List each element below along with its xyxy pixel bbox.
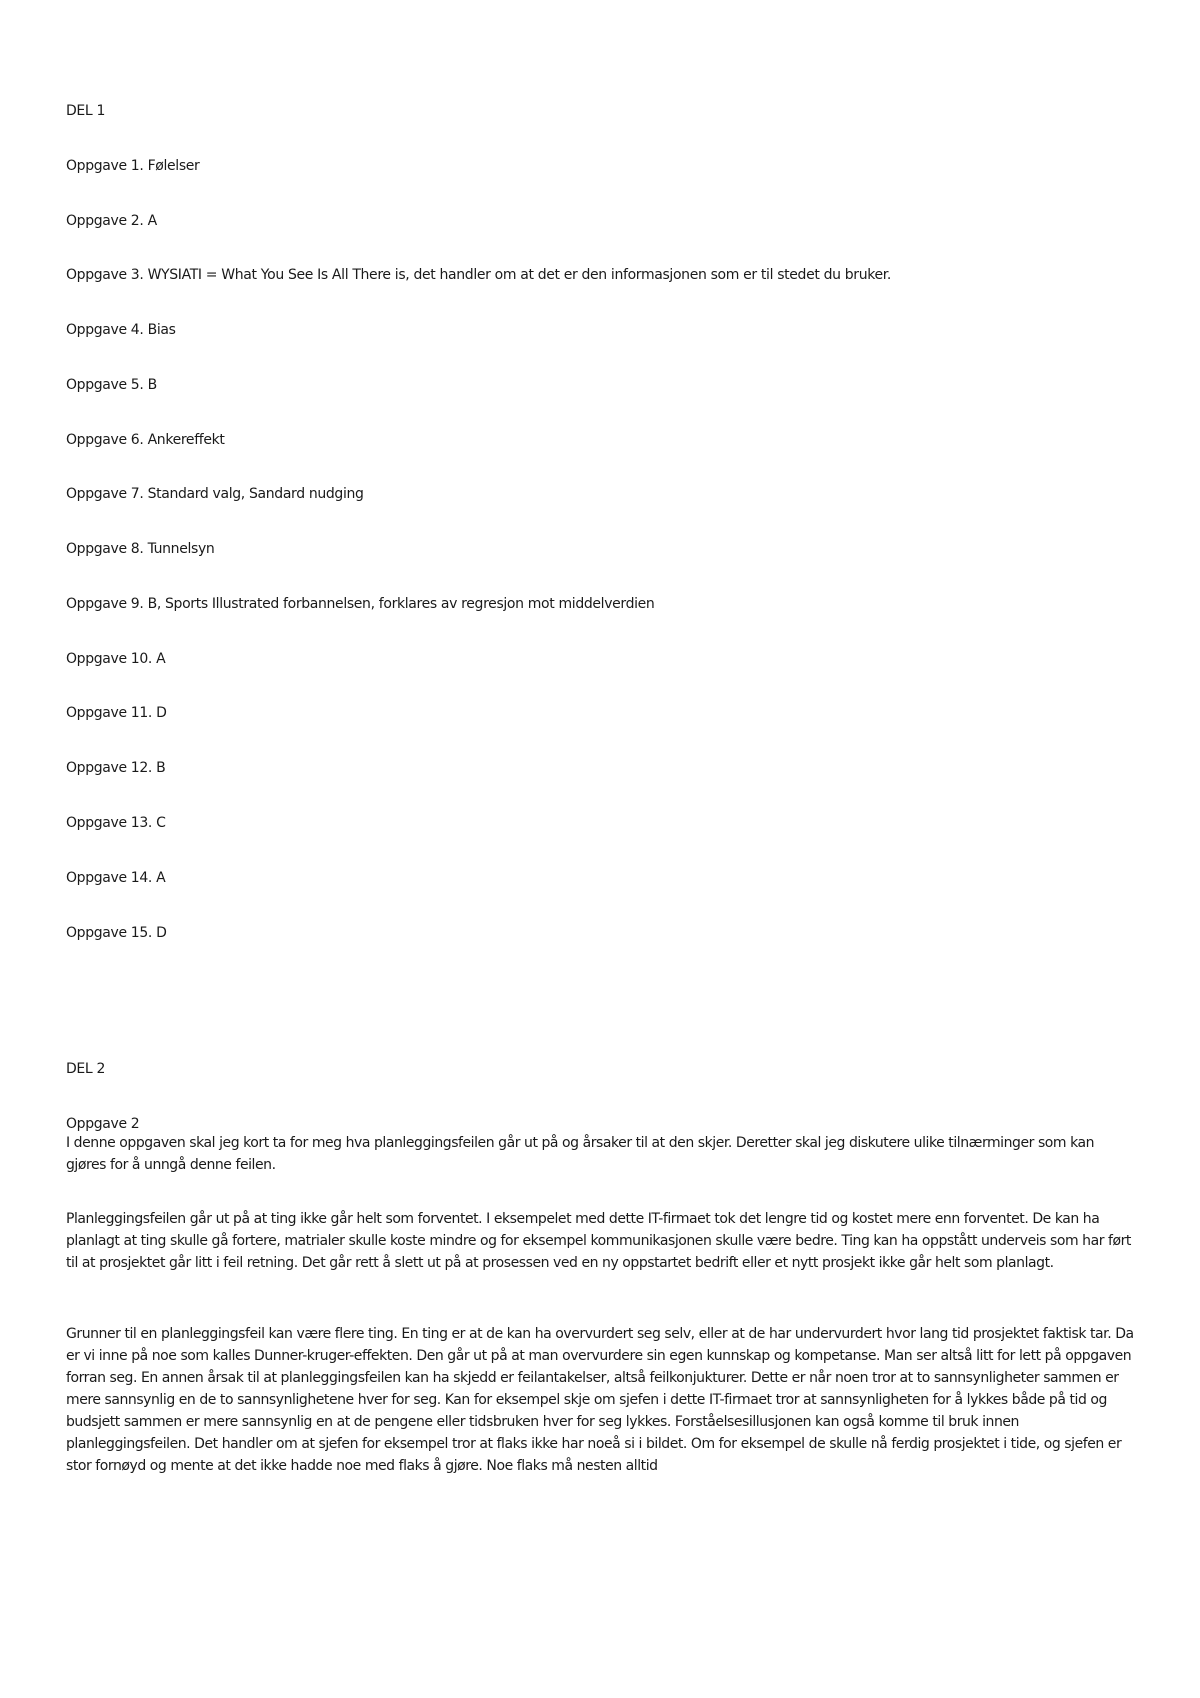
section-heading-del2: DEL 2	[66, 1061, 106, 1077]
answer-item-10: Oppgave 10. A	[66, 651, 166, 667]
answer-item-12: Oppgave 12. B	[66, 760, 166, 776]
answer-item-9: Oppgave 9. B, Sports Illustrated forbannelsen, forklares av regresjon mot middelverdien	[66, 596, 655, 612]
answer-item-6: Oppgave 6. Ankereffekt	[66, 432, 225, 448]
answer-item-5: Oppgave 5. B	[66, 377, 157, 393]
answer-item-14: Oppgave 14. A	[66, 870, 166, 886]
answer-item-8: Oppgave 8. Tunnelsyn	[66, 541, 215, 557]
task-title: Oppgave 2	[66, 1116, 140, 1132]
answer-item-13: Oppgave 13. C	[66, 815, 166, 831]
section-heading-del1: DEL 1	[66, 103, 106, 119]
answer-item-1: Oppgave 1. Følelser	[66, 158, 200, 174]
paragraph-intro: I denne oppgaven skal jeg kort ta for meg hva planleggingsfeilen går ut på og årsaker til at den skjer. Deretter skal jeg diskutere ulike tilnærminger som kan gjøres for å unngå denne feilen.	[66, 1135, 1095, 1173]
answer-item-15: Oppgave 15. D	[66, 925, 167, 941]
paragraph-causes: Grunner til en planleggingsfeil kan være flere ting. En ting er at de kan ha overvurdert seg selv, eller at de har undervurdert hvor lang tid prosjektet faktisk tar. Da er vi inne på noe som kalles Dunner-kruger-effekten. Den går ut på at man overvurdere sin egen kunnskap og kompetanse. Man ser altså litt for lett på oppgaven forran seg. En annen årsak til at planleggingsfeilen kan ha skjedd er feilantakelser, altså feilkonjukturer. Dette er når noen tror at to sannsynligheter sammen er mere sannsynlig en de to sannsynlighetene hver for seg. Kan for eksempel skje om sjefen i dette IT-firmaet tror at sannsynligheten for å lykkes både på tid og budsjett sammen er mere sannsynlig en at de pengene eller tidsbruken hver for seg lykkes. Forståelsesillusjonen kan også komme til bruk innen planleggingsfeilen. Det handler om at sjefen for eksempel tror at flaks ikke har noeå si i bildet. Om for eksempel de skulle nå ferdig prosjektet i tide, og sjefen er stor fornøyd og mente at det ikke hadde noe med flaks å gjøre. Noe flaks må nesten alltid	[66, 1326, 1134, 1474]
answer-item-11: Oppgave 11. D	[66, 705, 167, 721]
answer-item-7: Oppgave 7. Standard valg, Sandard nudging	[66, 486, 364, 502]
answer-item-4: Oppgave 4. Bias	[66, 322, 176, 338]
paragraph-definition: Planleggingsfeilen går ut på at ting ikke går helt som forventet. I eksempelet med dette IT-firmaet tok det lengre tid og kostet mere enn forventet. De kan ha planlagt at ting skulle gå fortere, matrialer skulle koste mindre og for eksempel kommunikasjonen skulle være bedre. Ting kan ha oppstått underveis som har ført til at prosjektet går litt i feil retning. Det går rett å slett ut på at prosessen ved en ny oppstartet bedrift eller et nytt prosjekt ikke går helt som planlagt.	[66, 1211, 1131, 1271]
answer-item-3: Oppgave 3. WYSIATI = What You See Is All There is, det handler om at det er den informasjonen som er til stedet du bruker.	[66, 267, 891, 283]
answer-item-2: Oppgave 2. A	[66, 213, 157, 229]
